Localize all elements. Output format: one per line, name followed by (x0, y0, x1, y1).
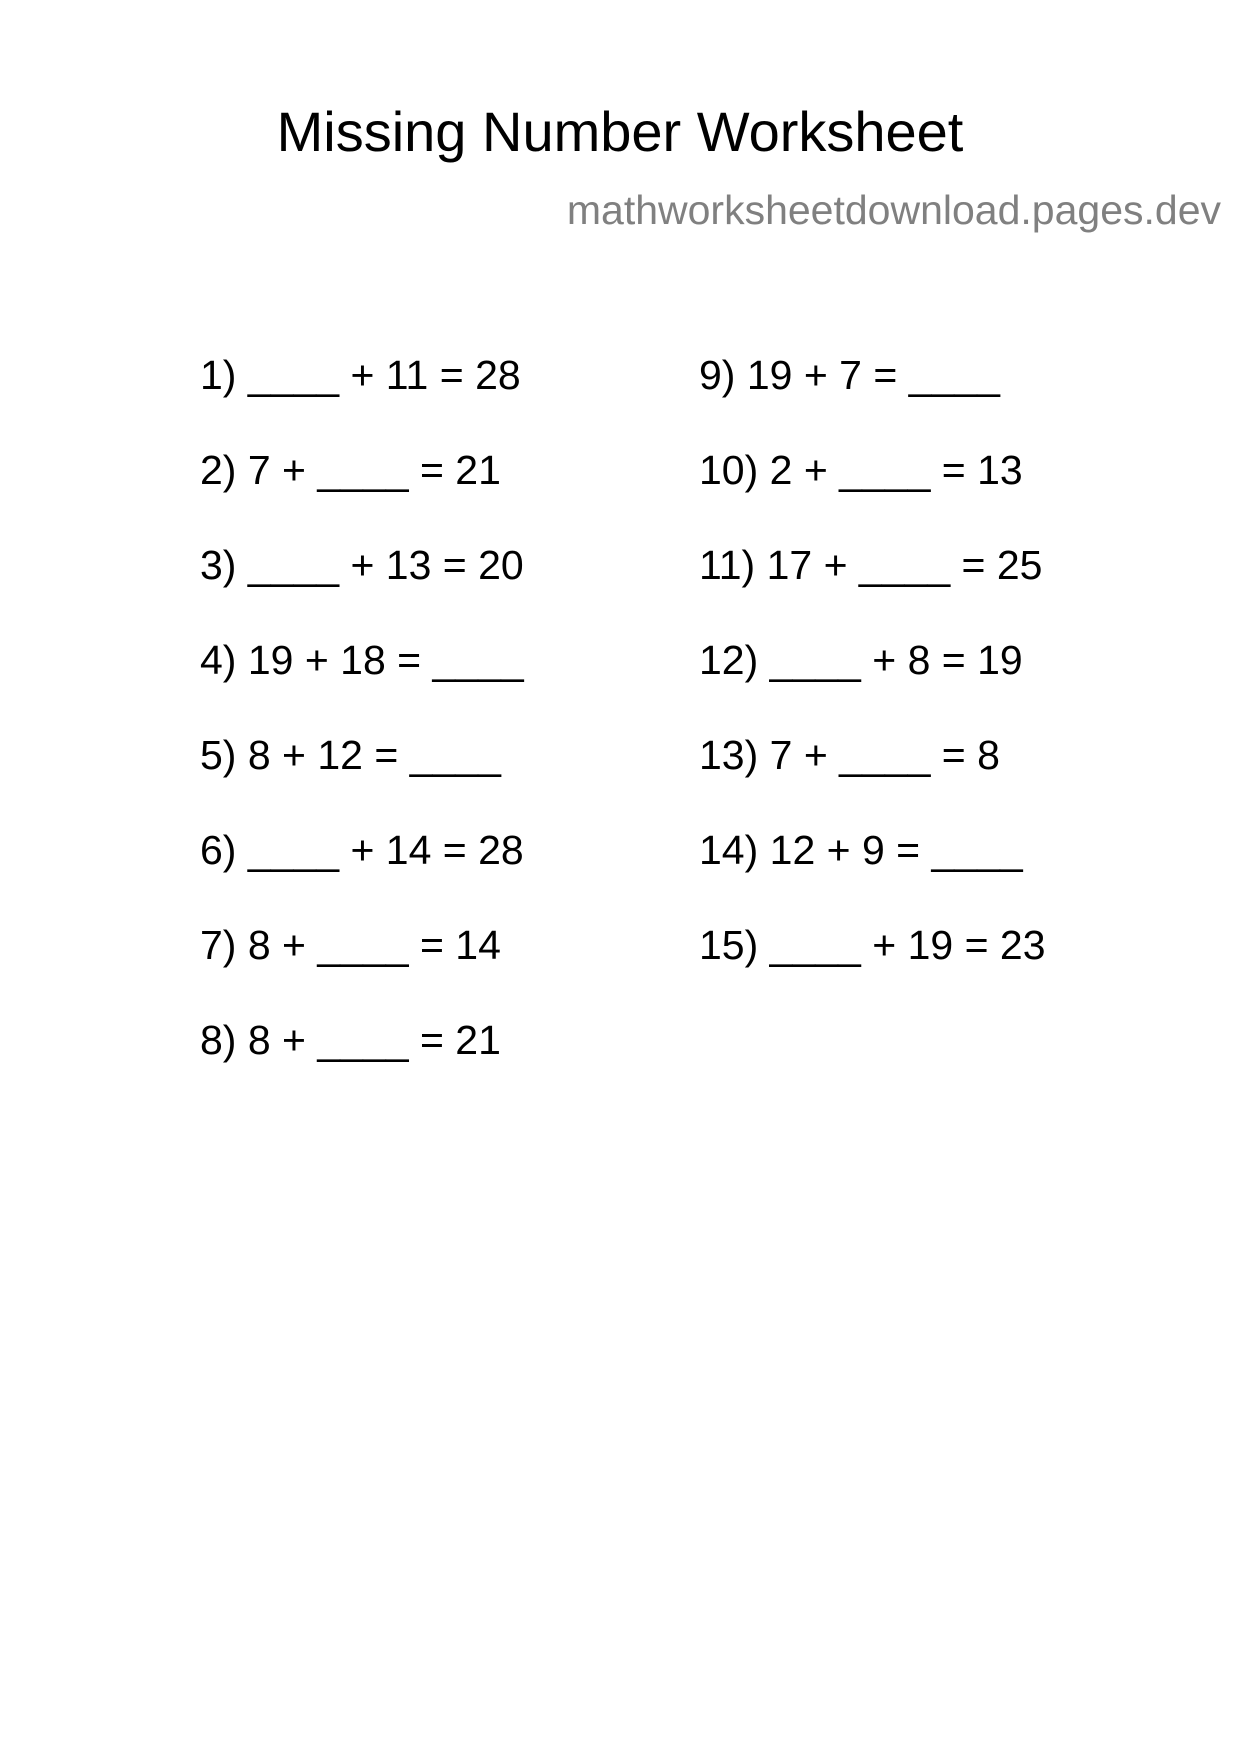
problem-item: 11) 17 + ____ = 25 (699, 542, 1043, 588)
problem-item: 15) ____ + 19 = 23 (699, 922, 1046, 968)
site-url: mathworksheetdownload.pages.dev (566, 187, 1221, 233)
problem-item: 7) 8 + ____ = 14 (200, 922, 501, 968)
problem-list-left (200, 351, 524, 1111)
problem-item: 3) ____ + 13 = 20 (200, 542, 524, 588)
problem-item: 8) 8 + ____ = 21 (200, 1017, 501, 1063)
problem-item: 4) 19 + 18 = ____ (200, 637, 524, 683)
problem-item: 12) ____ + 8 = 19 (699, 637, 1023, 683)
problem-item: 10) 2 + ____ = 13 (699, 447, 1023, 493)
problem-item: 6) ____ + 14 = 28 (200, 827, 524, 873)
problem-item: 13) 7 + ____ = 8 (699, 732, 1000, 778)
problem-item: 2) 7 + ____ = 21 (200, 447, 501, 493)
problem-list-right (699, 351, 1046, 1016)
problem-item: 5) 8 + 12 = ____ (200, 732, 501, 778)
problem-item: 14) 12 + 9 = ____ (699, 827, 1023, 873)
page-title: Missing Number Worksheet (276, 100, 964, 163)
problem-item: 9) 19 + 7 = ____ (699, 352, 1000, 398)
problem-item: 1) ____ + 11 = 28 (200, 352, 521, 398)
